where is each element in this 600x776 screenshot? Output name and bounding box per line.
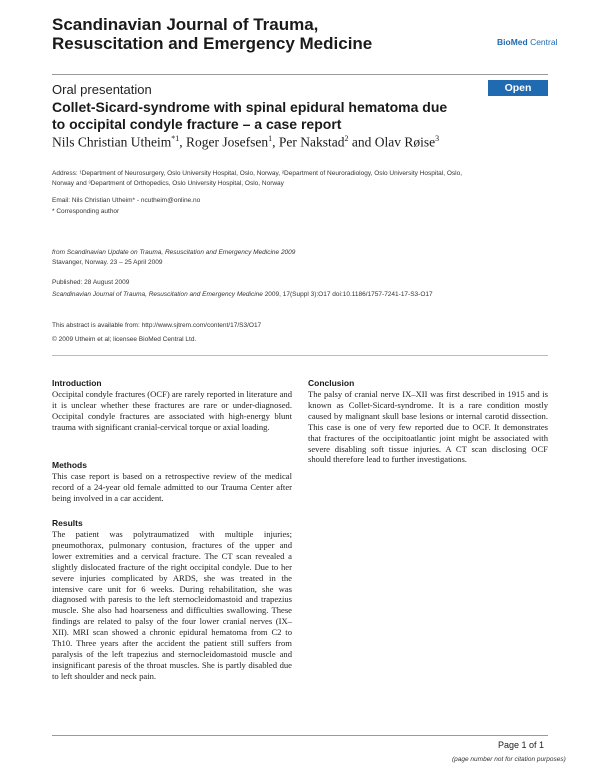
conference-place: Stavanger, Norway. 23 – 25 April 2009 [52,259,163,266]
page-note: (page number not for citation purposes) [452,756,566,763]
introduction-heading: Introduction [52,378,102,388]
corresponding-author: * Corresponding author [52,208,120,215]
author-affiliation: 1 [268,134,273,143]
article-type: Oral presentation [52,82,152,97]
published-date: Published: 28 August 2009 [52,279,130,286]
introduction-text: Occipital condyle fractures (OCF) are rarely reported in literature and it is unclear whether these fractures are rare or under-diagnosed. Occipital condyle fractures are associated with high-energy blunt trauma with significant cranial-cervical torque or axial loading. [52,389,292,432]
copyright: © 2009 Utheim et al; licensee BioMed Central Ltd. [52,336,197,343]
citation [52,290,548,300]
logo-bio: Bio [497,37,511,47]
author-name: Per Nakstad [278,134,345,150]
citation-details: 2009, 17(Suppl 3):O17 doi:10.1186/1757-7241-17-S3-O17 [262,291,433,298]
results-heading: Results [52,518,83,528]
abstract-url: This abstract is available from: http://www.sjtrem.com/content/17/S3/O17 [52,322,262,329]
email: Email: Nils Christian Utheim* - ncutheim@online.no [52,197,201,204]
article-title [52,99,548,133]
conclusion-text: The palsy of cranial nerve IX–XII was first described in 1915 and is known as Collet-Sicard-syndrome. It is a rare condition mostly caused by malignant skull base lesions or internal carotid dissection. This case is one of very few reported due to OCF. It demonstrates that fractures of the occipitoatlantic joint might be associated with severe disabling soft tissue injuries. A CT scan disclosing OCF should therefore lead to further investigations. [308,389,548,465]
results-text: The patient was polytraumatized with multiple injuries; pneumothorax, pulmonary contusion, fractures of the upper and lower extremities and a cervical fracture. The CT scan revealed a slightly dislocated fracture of the right occipital condyle. Due to her severe injuries complicated by ARDS, she was treated in the intensive care unit for 6 weeks. During rehabilitation, she was diagnosed with paresis to the left sternocleidomastoid and trapezius muscle. She also had hoarseness and difficulties swallowing. These findings are related to palsy of the four lower cranial nerves (IX–XII). MRI scan showed a chronic epidural hematoma from C2 to Th10. Three years after the accident the patient still suffers from paralysis of the left trapezius and sternocleidomastoid muscle and insignificant paresis of the throat muscles. She is partly disabled due to left shoulder and neck pain. [52,529,292,681]
address [52,169,548,189]
journal-title-line2: Resuscitation and Emergency Medicine [52,34,373,53]
author-name: Nils Christian Utheim [52,134,172,150]
author-separator: and [348,134,375,150]
conclusion-heading: Conclusion [308,378,355,388]
conference-source: from Scandinavian Update on Trauma, Resuscitation and Emergency Medicine 2009 [52,249,296,256]
journal-title [52,15,372,53]
address-line2: Norway and ³Department of Orthopedics, Oslo University Hospital, Oslo, Norway [52,180,284,187]
title-line1: Collet-Sicard-syndrome with spinal epidural hematoma due [52,99,448,115]
logo-med: Med [510,37,528,47]
biomed-central-logo [497,37,557,47]
open-access-badge: Open Access [488,80,548,96]
footer-divider [52,735,548,736]
author-affiliation: 3 [435,134,440,143]
page-number: Page 1 of 1 [498,740,545,750]
header-divider [52,74,548,75]
title-line2: to occipital condyle fracture – a case report [52,116,342,132]
content-divider [52,355,548,356]
author-affiliation: 2 [344,134,349,143]
citation-journal: Scandinavian Journal of Trauma, Resuscitation and Emergency Medicine [52,291,263,298]
methods-text: This case report is based on a retrospective review of the medical record of a 24-year old female admitted to our Trauma Center after being involved in a car accident. [52,471,292,503]
author-separator: , [272,134,279,150]
author-separator: , [179,134,186,150]
author-name: Roger Josefsen [186,134,269,150]
methods-heading: Methods [52,460,87,470]
logo-central: Central [527,37,558,47]
author-list [52,134,548,151]
author-name: Olav Røise [374,134,436,150]
journal-title-line1: Scandinavian Journal of Trauma, [52,15,319,34]
address-line1: Address: ¹Department of Neurosurgery, Oslo University Hospital, Oslo, Norway, ²Department of Neuroradiology, Oslo University Hospital, Oslo, [52,170,463,177]
author-affiliation: *1 [171,134,180,143]
